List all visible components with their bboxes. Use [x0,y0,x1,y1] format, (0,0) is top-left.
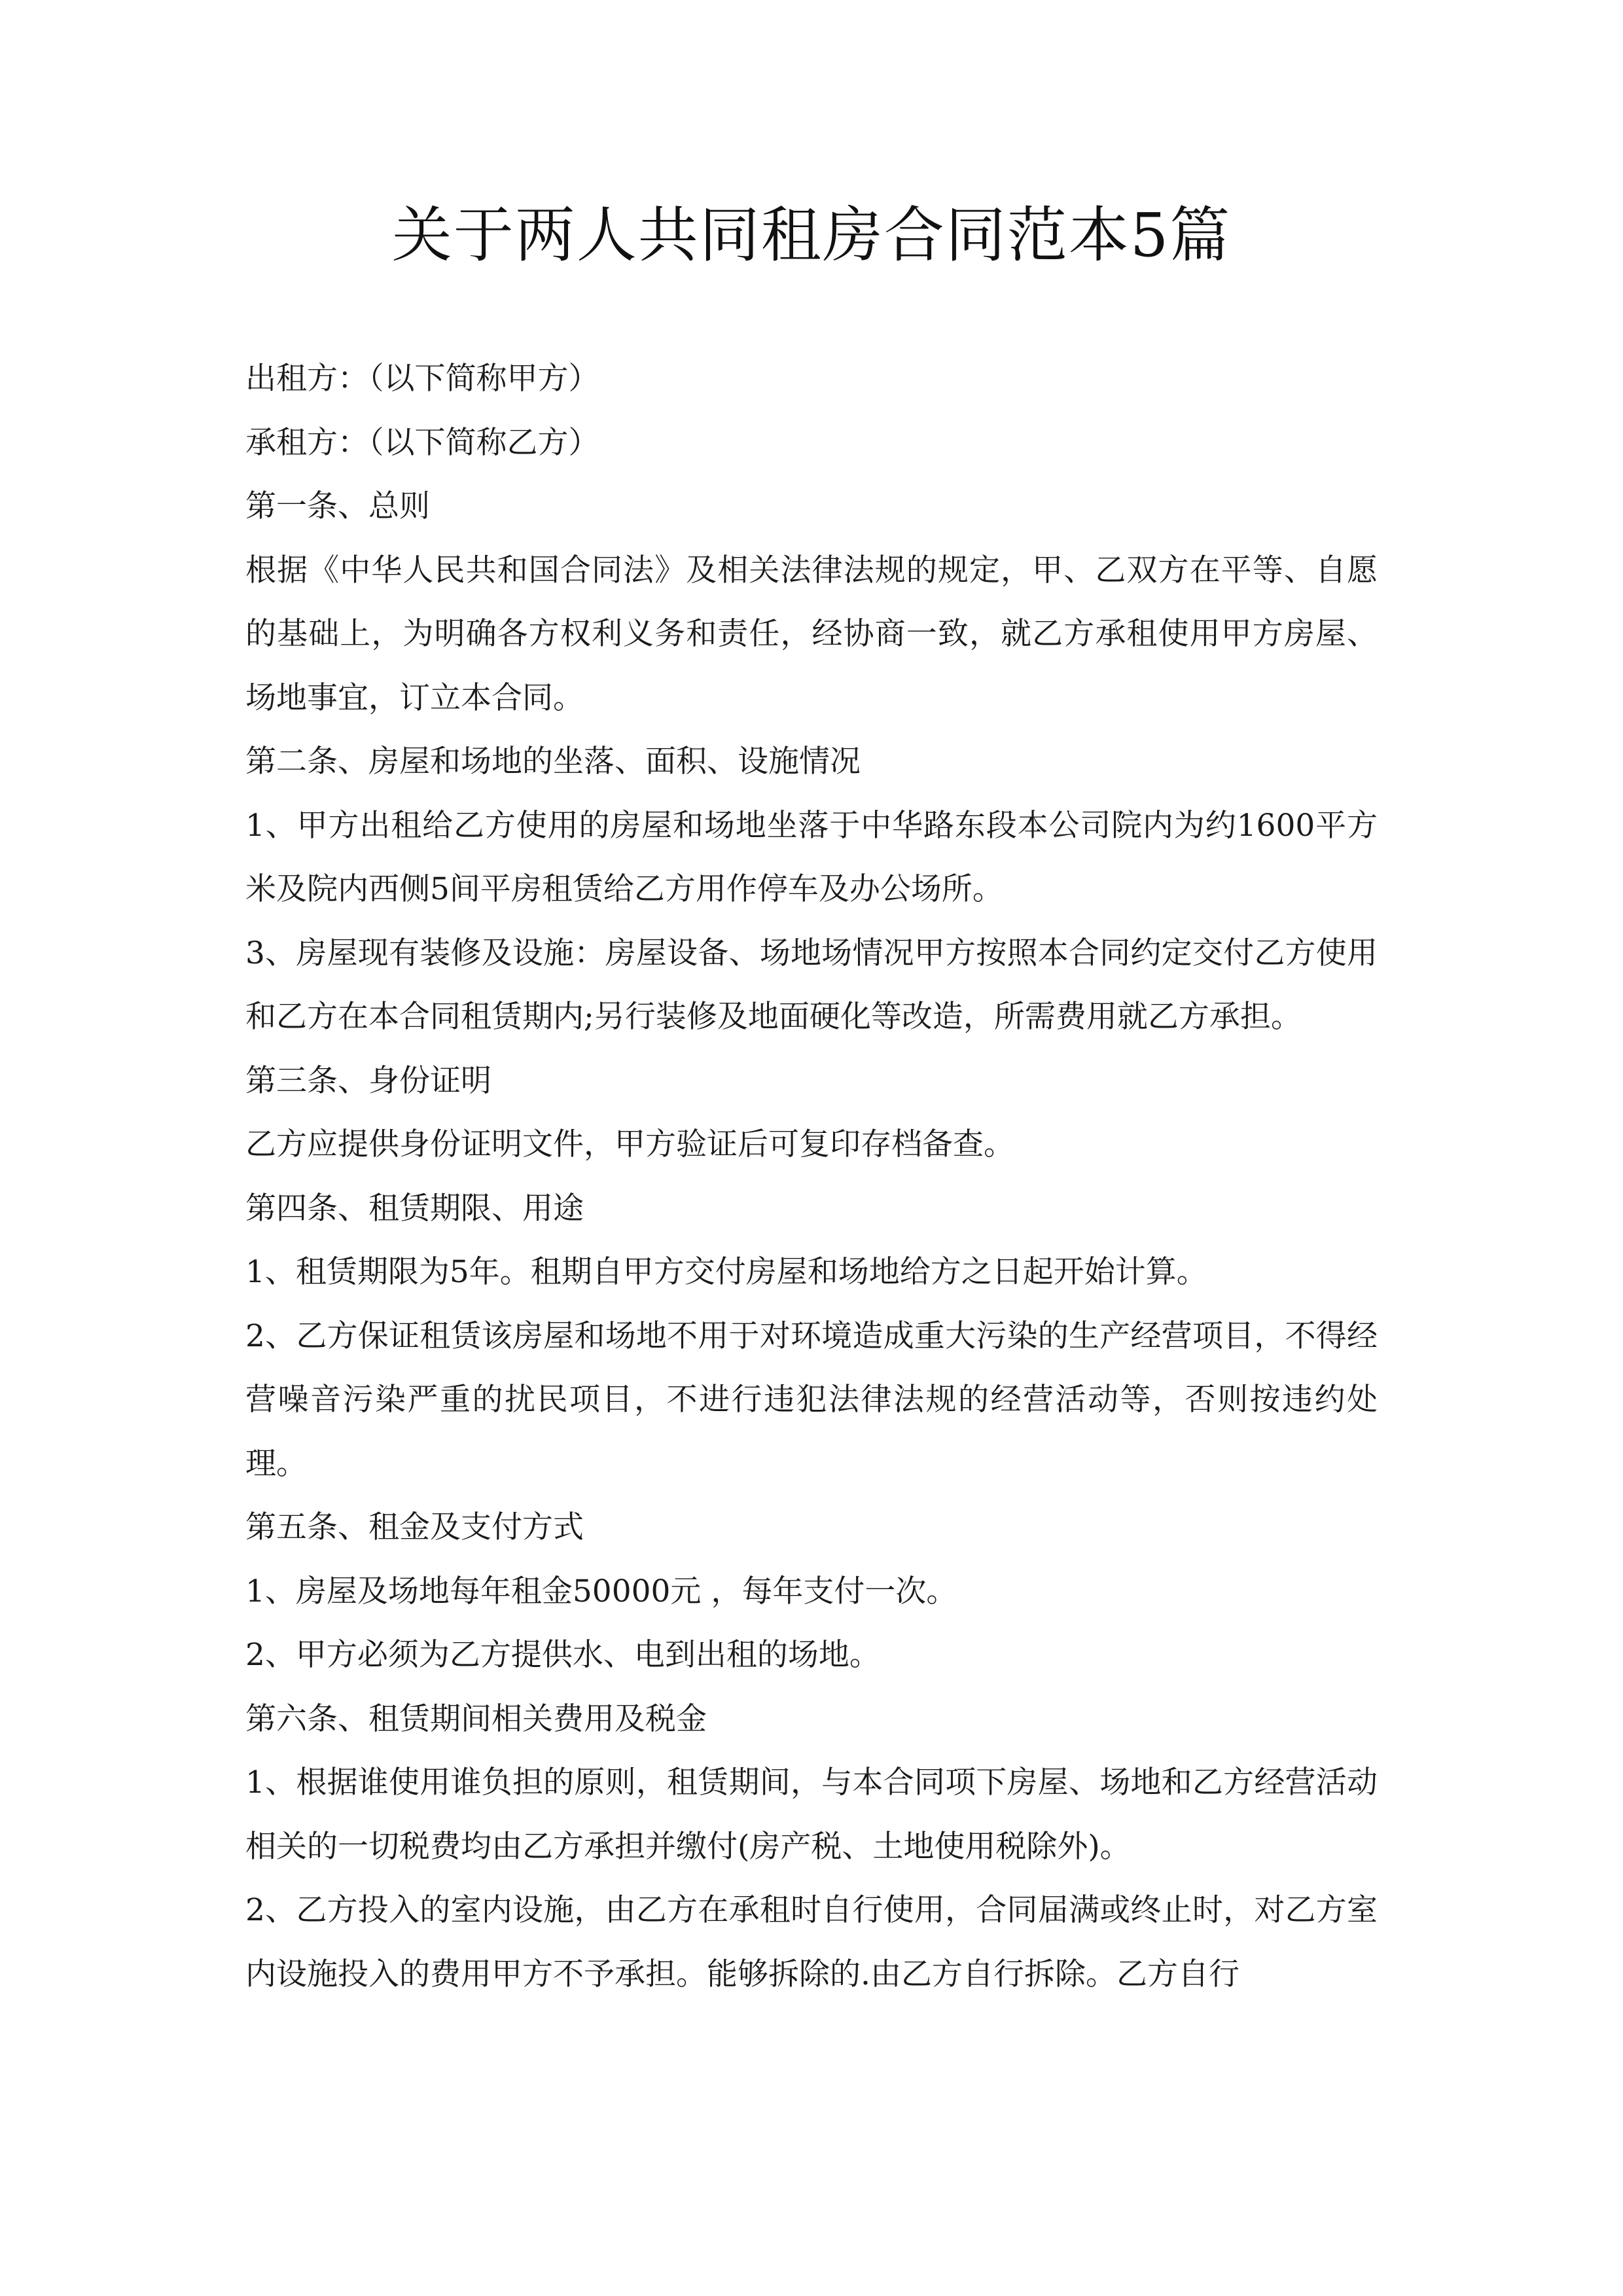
document-body [245,347,1378,2006]
paragraph-taxes: 1、根据谁使用谁负担的原则，租赁期间，与本合同项下房屋、场地和乙方经营活动相关的一切税费均由乙方承担并缴付(房产税、土地使用税除外)。 [245,1765,1378,1865]
paragraph-identity: 乙方应提供身份证明文件，甲方验证后可复印存档备查。 [245,1126,1014,1162]
section-heading-5: 第五条、租金及支付方式 [245,1509,584,1545]
paragraph-usage: 2、乙方保证租赁该房屋和场地不用于对环境造成重大污染的生产经营项目，不得经营噪音污染严重的扰民项目，不进行违犯法律法规的经营活动等，否则按违约处理。 [245,1318,1378,1482]
section-heading-6: 第六条、租赁期间相关费用及税金 [245,1700,707,1737]
section-heading-1: 第一条、总则 [245,488,430,524]
paragraph-utilities: 2、甲方必须为乙方提供水、电到出租的场地。 [245,1637,880,1673]
paragraph-lessee: 承租方：（以下简称乙方） [245,424,599,461]
document-title: 关于两人共同租房合同范本5篇 [391,200,1232,270]
paragraph-indoor-facilities: 2、乙方投入的室内设施，由乙方在承租时自行使用，合同届满或终止时，对乙方室内设施投入的费用甲方不予承担。能够拆除的.由乙方自行拆除。乙方自行 [245,1892,1378,1992]
paragraph-lease-term: 1、租赁期限为5年。租期自甲方交付房屋和场地给方之日起开始计算。 [245,1254,1207,1290]
paragraph-facilities: 3、房屋现有装修及设施：房屋设备、场地场情况甲方按照本合同约定交付乙方使用和乙方在本合同租赁期内;另行装修及地面硬化等改造，所需费用就乙方承担。 [245,935,1378,1035]
section-heading-3: 第三条、身份证明 [245,1062,491,1099]
section-heading-4: 第四条、租赁期限、用途 [245,1190,584,1227]
paragraph-rent: 1、房屋及场地每年租金50000元 ，每年支付一次。 [245,1573,957,1609]
paragraph-general-principles: 根据《中华人民共和国合同法》及相关法律法规的规定，甲、乙双方在平等、自愿的基础上，为明确各方权利义务和责任，经协商一致，就乙方承租使用甲方房屋、场地事宜，订立本合同。 [245,552,1378,716]
section-heading-2: 第二条、房屋和场地的坐落、面积、设施情况 [245,744,861,780]
paragraph-location: 1、甲方出租给乙方使用的房屋和场地坐落于中华路东段本公司院内为约1600平方米及院内西侧5间平房租赁给乙方用作停车及办公场所。 [245,807,1378,907]
paragraph-lessor: 出租方：（以下简称甲方） [245,361,599,397]
